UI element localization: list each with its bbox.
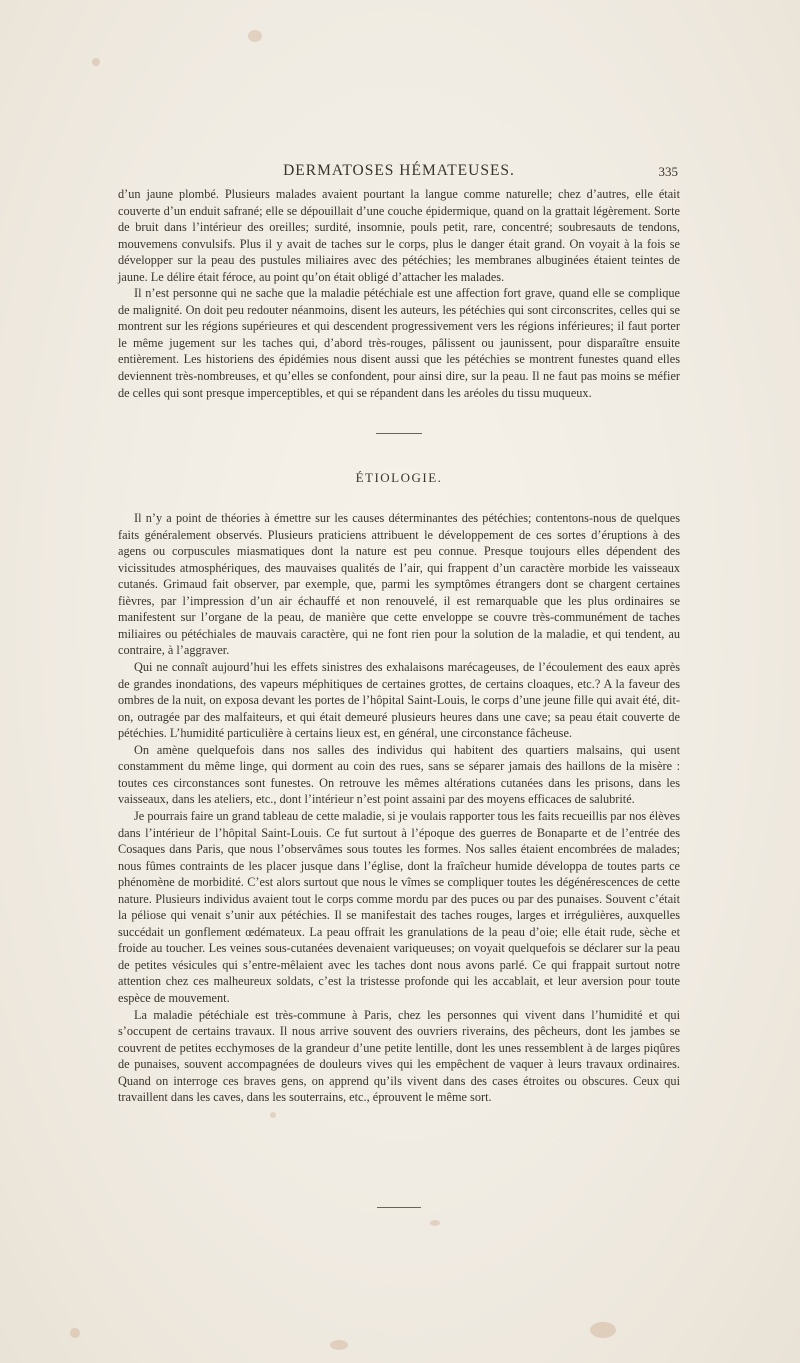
section-divider [376, 433, 422, 434]
section-title: ÉTIOLOGIE. [355, 470, 443, 486]
text-column [118, 160, 680, 1208]
stain-spot [70, 1328, 80, 1338]
paragraph: Il n’est personne qui ne sache que la maladie pétéchiale est une affection fort grave, quand elle se complique de malignité. On doit peu redouter néanmoins, disent les auteurs, les pétéchies qui sont circonscrites, celles qui se montrent sur les régions supérieures et qui descendent progressivement vers les régions inférieures; il faut porter le même jugement sur les taches qui, d’abord très-rouges, pâlissent ou jaunissent, pour disparaître ensuite entièrement. Les historiens des épidémies nous disent aussi que les pétéchies se montrent funestes quand elles deviennent très-nombreuses, et qu’elles se confondent, pour ainsi dire, sur la peau. Il ne faut pas moins se méfier de celles qui sont presque imperceptibles, et qui se répandent dans les aréoles du tissu muqueux. [118, 286, 680, 400]
page-number: 335 [658, 164, 678, 179]
stain-spot [430, 1220, 440, 1226]
paragraph: On amène quelquefois dans nos salles des individus qui habitent des quartiers malsains, qui usent constamment du même linge, qui dorment au coin des rues, sans se séparer jamais des haillons de la misère : toutes ces circonstances sont funestes. On retrouve les mêmes altérations cutanées dans les prisons, dans les vaisseaux, dans les ateliers, etc., dont l’intérieur n’est point assaini par des moyens efficaces de salubrité. [118, 742, 680, 807]
stain-spot [330, 1340, 348, 1350]
paragraph: Qui ne connaît aujourd’hui les effets sinistres des exhalaisons marécageuses, de l’écoulement des eaux après de grandes inondations, des vapeurs méphitiques de certaines grottes, de certains cloaques, etc.? A la faveur des ombres de la nuit, on exposa devant les portes de l’hôpital Saint-Louis, le corps d’une jeune fille qui avait été, dit-on, outragée par des malfaiteurs, et qui était demeuré plusieurs heures dans une cave; sa peau était couverte de pétéchies. L’humidité particulière à certains lieux est, en général, une circonstance fâcheuse. [118, 660, 680, 741]
paragraph: Il n’y a point de théories à émettre sur les causes déterminantes des pétéchies; contentons-nous de quelques faits généralement observés. Plusieurs praticiens attribuent le développement de ces sortes d’éruptions à des agens ou corpuscules miasmatiques dont la nature est peu connue. Presque toujours elles dépendent des vicissitudes atmosphériques, des mauvaises qualités de l’air, qui frappent d’un caractère morbide les vaisseaux cutanés. Grimaud fait observer, par exemple, que, parmi les symptômes étrangers dont se chargent certaines fièvres, par l’impression d’un air échauffé et non renouvelé, il est remarquable que les plus ordinaires se manifestent sur l’organe de la peau, de manière que cette enveloppe se couvre très-communément de taches miliaires ou pétéchiales de mauvais caractère, qui ne font rien pour la solution de la maladie, et qui tendent, au contraire, à l’aggraver. [118, 511, 680, 658]
paragraph: d’un jaune plombé. Plusieurs malades avaient pourtant la langue comme naturelle; chez d’autres, elle était couverte d’un enduit safrané; elle se dépouillait d’une couche épidermique, quand on la grattait légèrement. Sorte de bruit dans l’intérieur des oreilles; surdité, insomnie, pouls petit, rare, concentré; soubresauts de tendons, mouvemens convulsifs. Plus il y avait de taches sur le corps, plus le danger était grand. On voyait à la fois se développer sur la peau des pustules miliaires avec des pétéchies; les membranes albuginées étaient teintes de jaune. Le délire était féroce, au point qu’on était obligé d’attacher les malades. [118, 187, 680, 284]
stain-spot [590, 1322, 616, 1338]
paragraph: Je pourrais faire un grand tableau de cette maladie, si je voulais rapporter tous les faits recueillis par nos élèves dans l’intérieur de l’hôpital Saint-Louis. Ce fut surtout à l’époque des guerres de Bonaparte et de l’entrée des Cosaques dans Paris, que nous l’observâmes sous toutes les formes. Nos salles étaient encombrées de malades; nous fûmes contraints de les placer jusque dans l’église, dont la fraîcheur humide développa de toutes parts ce phénomène de morbidité. C’est alors surtout que nous le vîmes se compliquer toutes les dégénérescences de cette nature. Plusieurs individus avaient tout le corps comme mordu par des puces ou par des punaises. Souvent c’était la péliose qui venait s’unir aux pétéchies. Il se manifestait des taches rouges, larges et irrégulières, auxquelles succédait un gonflement œdémateux. La peau offrait les granulations de la peau d’oie; elle était rude, sèche et froide au toucher. Les veines sous-cutanées devenaient variqueuses; on voyait quelquefois se déclarer sur la peau de petites vésicules qui s’entre-mêlaient avec les taches dont nous avons parlé. Ce qui frappait surtout notre attention chez ces malheureux soldats, c’est la tristesse profonde qui les accablait, et leur aversion pour toute espèce de mouvement. [118, 808, 680, 1005]
stain-spot [248, 30, 262, 42]
running-head [118, 160, 680, 182]
end-divider [377, 1207, 421, 1208]
stain-spot [92, 58, 100, 66]
running-title: DERMATOSES HÉMATEUSES. [283, 162, 515, 179]
paragraph: La maladie pétéchiale est très-commune à Paris, chez les personnes qui vivent dans l’humidité et qui s’occupent de certains travaux. Il nous arrive souvent des ouvriers riverains, des pêcheurs, dont les jambes se couvrent de petites ecchymoses de la grandeur d’une petite lentille, dont les unes ressemblent à de larges piqûres de punaises, souvent accompagnées de douleurs vives qui les empêchent de vaquer à leurs travaux ordinaires. Quand on interroge ces braves gens, on apprend qu’ils vivent dans des cases étroites ou obscures. Ceux qui travaillent dans les caves, dans les souterrains, etc., éprouvent le même sort. [118, 1007, 680, 1105]
